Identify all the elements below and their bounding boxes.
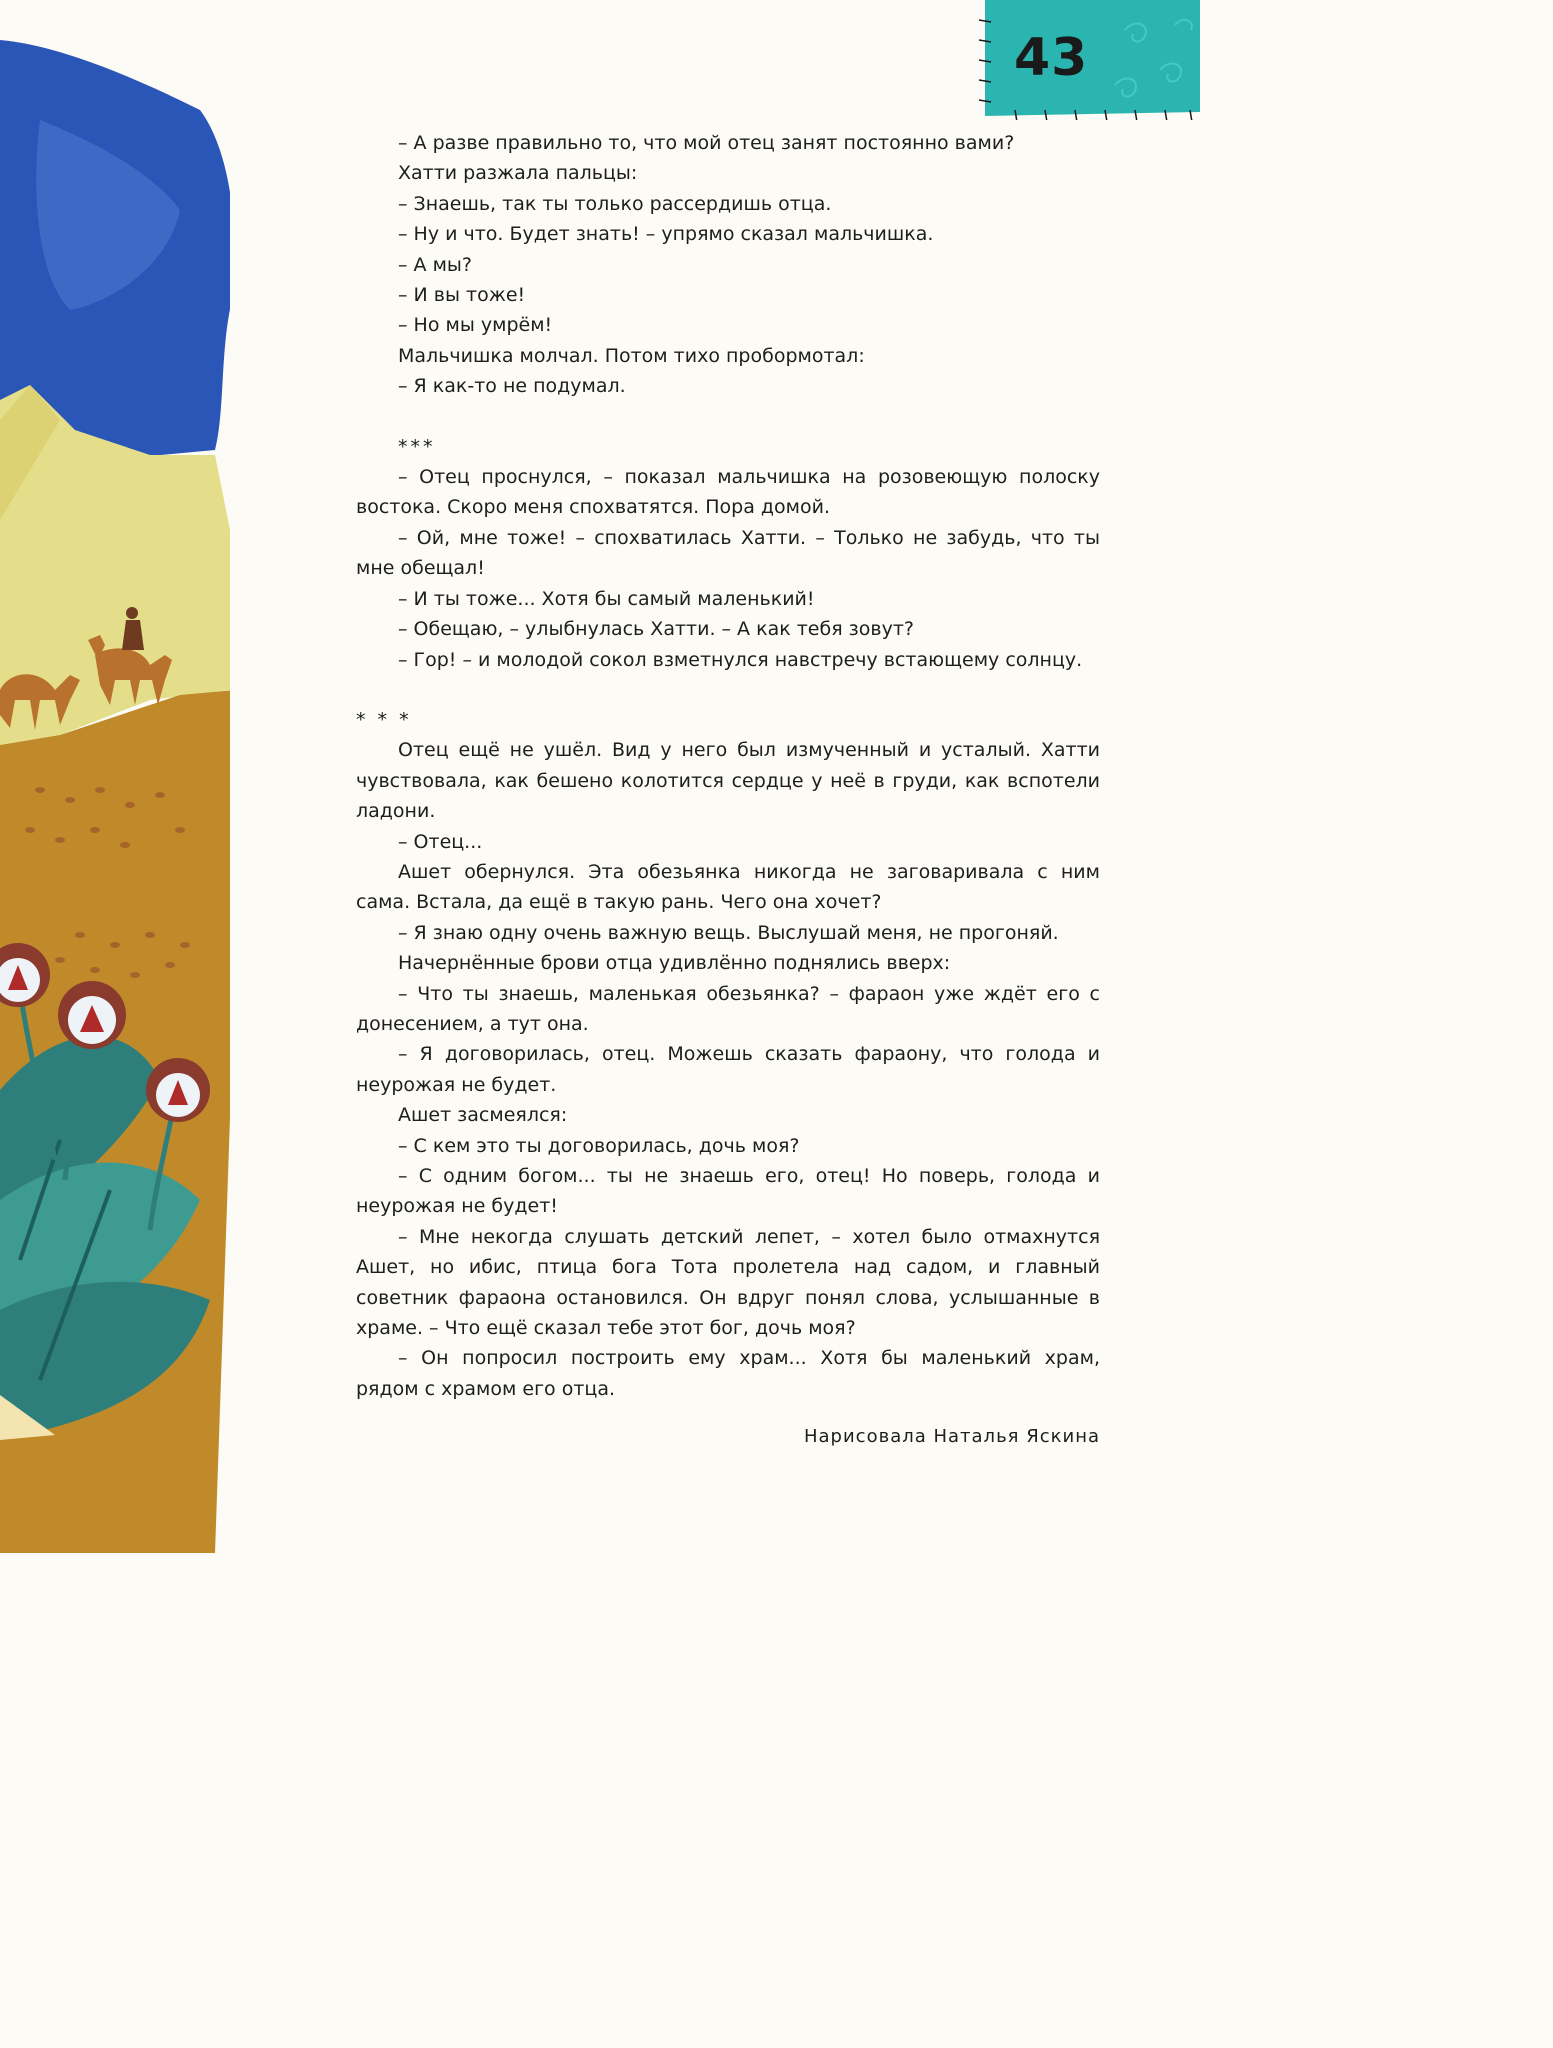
paragraph: – Я знаю одну очень важную вещь. Выслушай меня, не прогоняй. bbox=[398, 921, 1059, 944]
section-gap bbox=[356, 402, 1100, 432]
paragraph: – Отец... bbox=[398, 830, 483, 853]
paragraph: – А разве правильно то, что мой отец занят постоянно вами? bbox=[398, 132, 1015, 154]
paragraph: – Я как-то не подумал. bbox=[398, 375, 626, 398]
paragraph: – Гор! – и молодой сокол взметнулся навстречу встающему солнцу. bbox=[398, 648, 1083, 671]
side-illustration bbox=[0, 0, 230, 1553]
paragraph: Отец ещё не ушёл. Вид у него был измученный и усталый. Хатти чувствовала, как бешено колотится сердце у неё в груди, как вспотели ладони. bbox=[356, 739, 1100, 823]
paragraph: Хатти разжала пальцы: bbox=[398, 162, 638, 185]
paragraph: – С кем это ты договорилась, дочь моя? bbox=[398, 1134, 800, 1157]
paragraph: – И вы тоже! bbox=[398, 284, 526, 307]
paragraph: – Он попросил построить ему храм... Хотя бы маленький храм, рядом с храмом его отца. bbox=[356, 1347, 1100, 1400]
illustrator-credit: Нарисовала Наталья Яскина bbox=[803, 1426, 1100, 1447]
paragraph: – Ну и что. Будет знать! – упрямо сказал мальчишка. bbox=[398, 223, 934, 246]
paragraph: Начернённые брови отца удивлённо поднялись вверх: bbox=[398, 952, 951, 975]
paragraph: Ашет засмеялся: bbox=[398, 1104, 568, 1127]
paragraph: – Что ты знаешь, маленькая обезьянка? – фараон уже ждёт его с донесением, а тут она. bbox=[356, 982, 1100, 1035]
page-number: 43 bbox=[1014, 28, 1089, 88]
section-gap bbox=[356, 675, 1100, 705]
story-text bbox=[356, 128, 1100, 1404]
paragraph: – Но мы умрём! bbox=[398, 314, 553, 337]
paragraph: – Обещаю, – улыбнулась Хатти. – А как тебя зовут? bbox=[398, 618, 914, 641]
paragraph: – Мне некогда слушать детский лепет, – хотел было отмахнутся Ашет, но ибис, птица бога Тота пролетела над садом, и главный советник фараона остановился. Он вдруг понял слова, услышанные в храме. – Что ещё сказал тебе этот бог, дочь моя? bbox=[356, 1225, 1100, 1340]
paragraph: – Ой, мне тоже! – спохватилась Хатти. – Только не забудь, что ты мне обещал! bbox=[356, 526, 1100, 580]
paragraph: Мальчишка молчал. Потом тихо пробормотал: bbox=[398, 344, 865, 367]
section-separator: * * * bbox=[356, 708, 412, 731]
paragraph: Ашет обернулся. Эта обезьянка никогда не заговаривала с ним сама. Встала, да ещё в такую рань. Чего она хочет? bbox=[356, 860, 1100, 914]
paragraph: – Отец проснулся, – показал мальчишка на розовеющую полоску востока. Скоро меня спохватятся. Пора домой. bbox=[356, 466, 1100, 519]
paragraph: – С одним богом... ты не знаешь его, отец! Но поверь, голода и неурожая не будет! bbox=[356, 1165, 1100, 1218]
section-separator: *** bbox=[398, 435, 436, 458]
paragraph: – Знаешь, так ты только рассердишь отца. bbox=[398, 192, 832, 215]
paragraph: – И ты тоже... Хотя бы самый маленький! bbox=[398, 587, 815, 610]
paragraph: – А мы? bbox=[398, 253, 472, 276]
paragraph: – Я договорилась, отец. Можешь сказать фараону, что голода и неурожая не будет. bbox=[356, 1043, 1100, 1096]
